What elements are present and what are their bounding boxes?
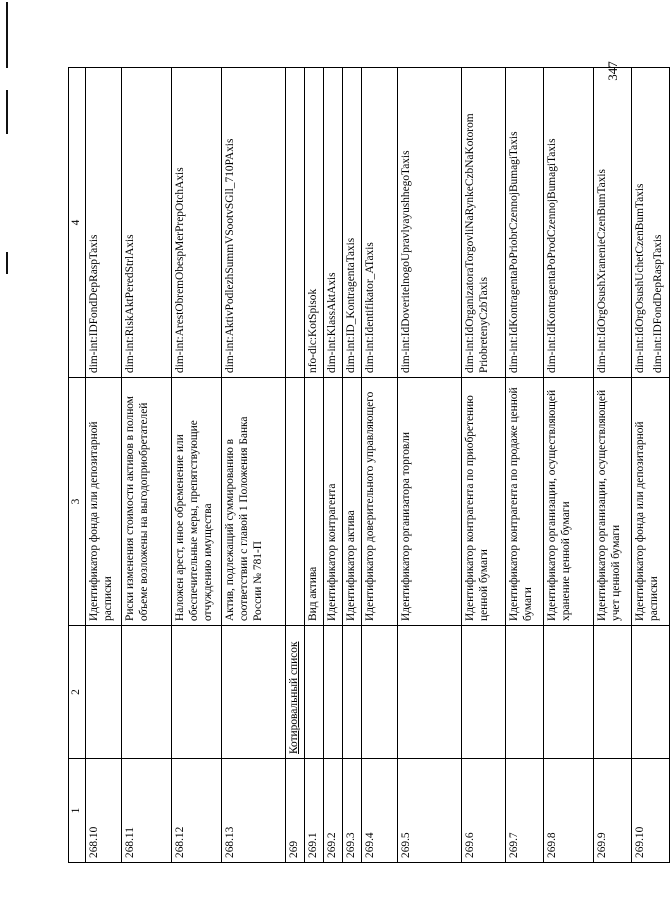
row-name-cell <box>86 626 122 759</box>
taxonomy-table <box>68 67 670 863</box>
row-code-tail: dim-int:IDFondDepRaspTaxis <box>651 234 664 373</box>
row-name-cell <box>543 626 593 759</box>
header-cell-3: 3 <box>69 378 86 626</box>
scan-edge-line <box>6 252 8 274</box>
table-row <box>593 68 631 863</box>
row-number-cell: 269.2 <box>323 759 342 863</box>
table-row <box>86 68 122 863</box>
row-number-cell: 268.12 <box>172 759 222 863</box>
row-description-cell: Наложен арест, иное обременение или обеспечительные меры, препятствующие отчуждению имущества <box>172 378 222 626</box>
row-number-cell: 269.9 <box>593 759 631 863</box>
row-number-cell: 269.1 <box>304 759 323 863</box>
row-code-cell: dim-int:AktivPodlezhSummVSootvSGll_710PAxis <box>222 68 286 378</box>
row-code-cell <box>286 68 305 378</box>
row-name-cell <box>323 626 342 759</box>
table-row <box>222 68 286 863</box>
table-row <box>461 68 505 863</box>
row-description-cell: Идентификатор фонда или депозитарной расписки <box>631 378 669 626</box>
header-row <box>69 68 86 863</box>
row-code-cell: dim-int:IdOrganizatoraTorgovliNaRynkeCzbNaKotorom PriobretenyCzbTaxis <box>461 68 505 378</box>
table-body <box>86 68 670 863</box>
row-code-cell: dim-int:IdDoveritelnogoUpravlyayushhegoTaxis <box>397 68 461 378</box>
row-number-cell: 269.6 <box>461 759 505 863</box>
row-description-cell: Риски изменения стоимости активов в полном объеме возложены на выгодоприобретателей <box>122 378 172 626</box>
row-description-cell: Актив, подлежащий суммированию в соответствии с главой 1 Положения Банка России № 781-П <box>222 378 286 626</box>
row-name-cell <box>342 626 361 759</box>
row-name-cell <box>304 626 323 759</box>
row-description-cell <box>286 378 305 626</box>
row-number-cell: 268.11 <box>122 759 172 863</box>
row-code-cell: dim-int:IdOrgOsushUchetCzenBumTaxis dim-int:IDFondDepRaspTaxis <box>631 68 669 378</box>
row-number-cell: 268.10 <box>86 759 122 863</box>
row-description-cell: Вид актива <box>304 378 323 626</box>
row-number-cell: 269.7 <box>505 759 543 863</box>
row-name-cell <box>361 626 397 759</box>
table-row <box>631 68 669 863</box>
table-row <box>397 68 461 863</box>
row-description-cell: Идентификатор организатора торговли <box>397 378 461 626</box>
header-cell-1: 1 <box>69 759 86 863</box>
row-number-cell: 269.3 <box>342 759 361 863</box>
row-description-cell: Идентификатор контрагента по продаже ценной бумаги <box>505 378 543 626</box>
table-row <box>323 68 342 863</box>
row-code-cell: dim-int:ID_KontragentaTaxis <box>342 68 361 378</box>
row-description-cell: Идентификатор актива <box>342 378 361 626</box>
row-description-cell: Идентификатор доверительного управляющего <box>361 378 397 626</box>
row-name-cell <box>505 626 543 759</box>
row-code-cell: dim-int:ArestObremObespMerPrepOtchAxis <box>172 68 222 378</box>
row-description-cell: Идентификатор организации, осуществляющей учет ценной бумаги <box>593 378 631 626</box>
row-number-cell: 269 <box>286 759 305 863</box>
row-number-cell: 269.4 <box>361 759 397 863</box>
row-name-cell <box>593 626 631 759</box>
scan-edge-line <box>6 90 8 134</box>
row-code-cell: dim-int:IdOrgOsushXranenieCzenBumTaxis <box>593 68 631 378</box>
row-description-cell: Идентификатор организации, осуществляющей хранение ценной бумаги <box>543 378 593 626</box>
row-description-cell: Идентификатор контрагента по приобретению ценной бумаги <box>461 378 505 626</box>
table-row <box>122 68 172 863</box>
row-code-cell: dim-int:IdKontragentaPoPriobrCzennojBumagiTaxis <box>505 68 543 378</box>
row-description-cell: Идентификатор контрагента <box>323 378 342 626</box>
row-number-cell: 269.5 <box>397 759 461 863</box>
table-row <box>543 68 593 863</box>
row-name-cell <box>172 626 222 759</box>
table-row <box>342 68 361 863</box>
scan-edge-line <box>6 2 8 68</box>
table-row <box>304 68 323 863</box>
row-number-cell: 269.10 <box>631 759 669 863</box>
table-row <box>286 68 305 863</box>
row-name-cell <box>122 626 172 759</box>
row-name-cell <box>461 626 505 759</box>
row-code-cell: dim-int:Identifikator_ATaxis <box>361 68 397 378</box>
header-cell-4: 4 <box>69 68 86 378</box>
row-name-cell <box>222 626 286 759</box>
table-row <box>505 68 543 863</box>
row-number-cell: 268.13 <box>222 759 286 863</box>
page-number: 347 <box>605 61 620 81</box>
row-name-cell <box>631 626 669 759</box>
row-code-cell: dim-int:IdKontragentaPoProdCzennojBumagiTaxis <box>543 68 593 378</box>
row-code-cell: nfo-dic:KotSpisok <box>304 68 323 378</box>
row-name-cell: Котировальный список <box>286 626 305 759</box>
row-code-cell: dim-int:IDFondDepRaspTaxis <box>86 68 122 378</box>
row-code-cell: dim-int:RiskAktPeredStrlAxis <box>122 68 172 378</box>
row-description-cell: Идентификатор фонда или депозитарной расписки <box>86 378 122 626</box>
row-number-cell: 269.8 <box>543 759 593 863</box>
row-name-cell <box>397 626 461 759</box>
table-row <box>361 68 397 863</box>
row-code-cell: dim-int:KlassAktAxis <box>323 68 342 378</box>
header-cell-2: 2 <box>69 626 86 759</box>
table-row <box>172 68 222 863</box>
